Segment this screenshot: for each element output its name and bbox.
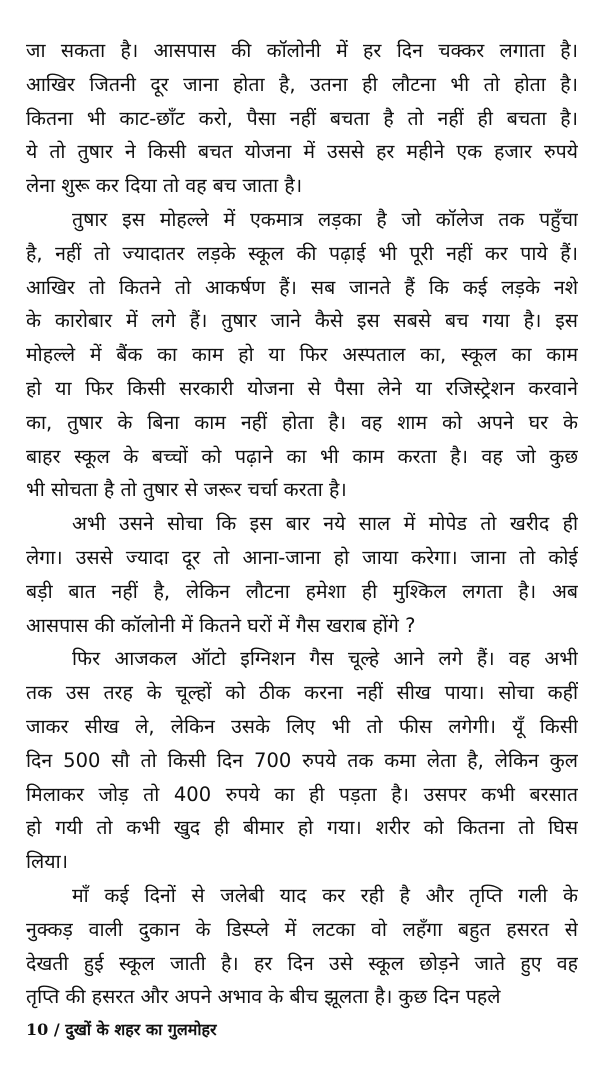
paragraph <box>26 879 578 1014</box>
text-line: लेना शुरू कर दिया तो वह बच जाता है। <box>26 174 303 198</box>
text-line: है, नहीं तो ज्यादातर लड़के स्कूल की पढ़ाई भी पूरी नहीं कर पाये हैं। <box>26 241 578 265</box>
text-line: माँ कई दिनों से जलेबी याद कर रही है और तृप्ति गली के <box>72 883 578 907</box>
body-text <box>26 34 578 1014</box>
text-line: तृप्ति की हसरत और अपने अभाव के बीच झूलता है। कुछ दिन पहले <box>26 985 501 1009</box>
text-line: दिन 500 सौ तो किसी दिन 700 रुपये तक कमा लेता है, लेकिन कुल <box>26 748 578 772</box>
text-line: आसपास की कॉलोनी में कितने घरों में गैस खराब होंगे ? <box>26 613 416 637</box>
text-line: नुक्कड़ वाली दुकान के डिस्प्ले में लटका वो लहँगा बहुत हसरत से <box>26 917 578 941</box>
text-line: बाहर स्कूल के बच्चों को पढ़ाने का भी काम करता है। वह जो कुछ <box>26 444 578 468</box>
paragraph <box>26 507 578 642</box>
text-line: भी सोचता है तो तुषार से जरूर चर्चा करता है। <box>26 478 347 502</box>
text-line: मिलाकर जोड़ तो 400 रुपये का ही पड़ता है। उसपर कभी बरसात <box>26 782 578 806</box>
text-line: तुषार इस मोहल्ले में एकमात्र लड़का है जो कॉलेज तक पहुँचा <box>72 207 578 231</box>
text-line: का, तुषार के बिना काम नहीं होता है। वह शाम को अपने घर के <box>26 410 578 434</box>
text-line: लेगा। उससे ज्यादा दूर तो आना-जाना हो जाया करेगा। जाना तो कोई <box>26 545 578 569</box>
text-line: आखिर तो कितने तो आकर्षण हैं। सब जानते हैं कि कई लड़के नशे <box>26 275 578 299</box>
text-line: बड़ी बात नहीं है, लेकिन लौटना हमेशा ही मुश्किल लगता है। अब <box>26 579 578 603</box>
text-line: देखती हुई स्कूल जाती है। हर दिन उसे स्कूल छोड़ने जाते हुए वह <box>26 951 578 975</box>
paragraph <box>26 34 578 203</box>
text-line: ये तो तुषार ने किसी बचत योजना में उससे हर महीने एक हजार रुपये <box>26 140 578 164</box>
paragraph <box>26 203 578 507</box>
text-line: फिर आजकल ऑटो इग्निशन गैस चूल्हे आने लगे हैं। वह अभी <box>72 647 578 671</box>
text-line: आखिर जितनी दूर जाना होता है, उतना ही लौटना भी तो होता है। <box>26 72 578 96</box>
text-line: के कारोबार में लगे हैं। तुषार जाने कैसे इस सबसे बच गया है। इस <box>26 309 578 333</box>
text-line: जाकर सीख ले, लेकिन उसके लिए भी तो फीस लगेगी। यूँ किसी <box>26 714 578 738</box>
running-footer: 10 / दुखों के शहर का गुलमोहर <box>26 1020 217 1039</box>
text-line: हो गयी तो कभी खुद ही बीमार हो गया। शरीर को कितना तो घिस <box>26 816 578 840</box>
text-line: तक उस तरह के चूल्हों को ठीक करना नहीं सीख पाया। सोचा कहीं <box>26 681 578 705</box>
text-line: लिया। <box>26 850 69 874</box>
paragraph <box>26 642 578 879</box>
text-line: मोहल्ले में बैंक का काम हो या फिर अस्पताल का, स्कूल का काम <box>26 343 578 367</box>
text-line: जा सकता है। आसपास की कॉलोनी में हर दिन चक्कर लगाता है। <box>26 39 578 62</box>
text-line: हो या फिर किसी सरकारी योजना से पैसा लेने या रजिस्ट्रेशन करवाने <box>26 376 578 400</box>
text-line: अभी उसने सोचा कि इस बार नये साल में मोपेड तो खरीद ही <box>72 512 578 536</box>
text-line: कितना भी काट-छाँट करो, पैसा नहीं बचता है तो नहीं ही बचता है। <box>26 106 578 130</box>
